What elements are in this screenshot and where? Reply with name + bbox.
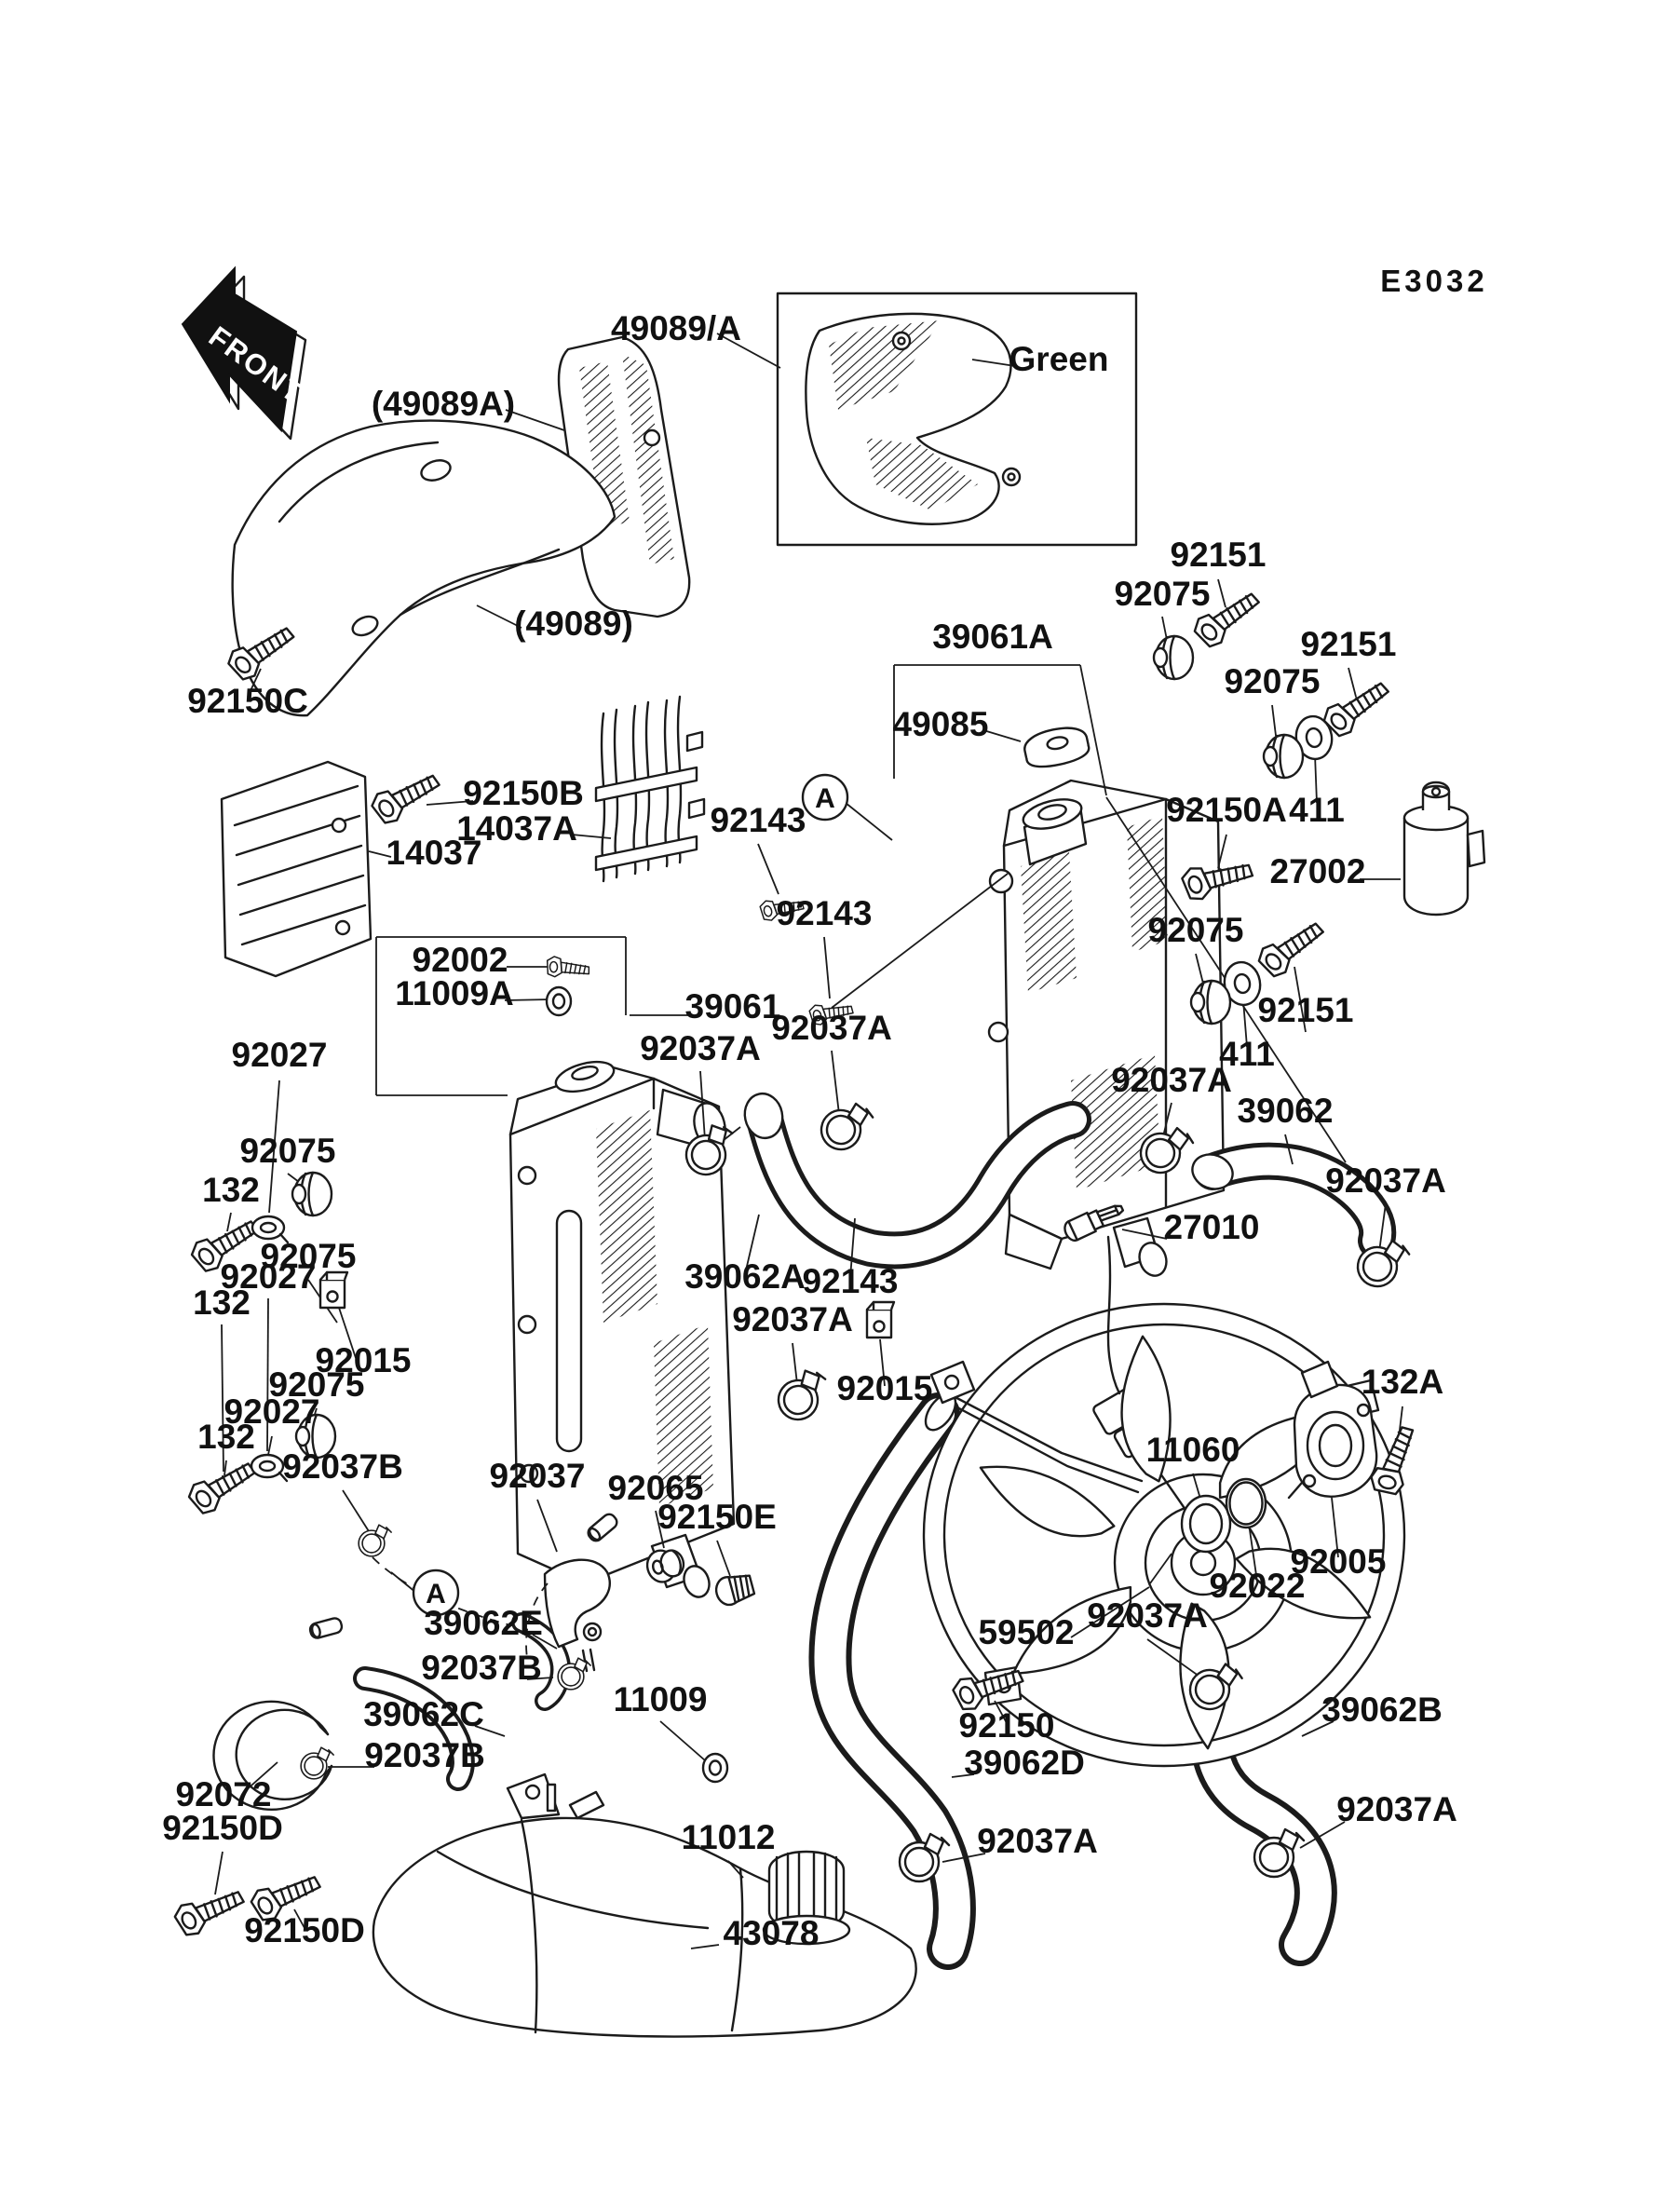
clampsm-icon <box>359 1525 391 1556</box>
grommet-icon <box>1191 981 1230 1024</box>
grommet-icon <box>1264 735 1303 778</box>
louver-14037 <box>222 762 371 976</box>
part-label-92027: 92027 <box>224 1392 320 1431</box>
part-label-92027: 92027 <box>231 1036 328 1074</box>
part-label-92022: 92022 <box>1209 1567 1306 1605</box>
part-label-132: 132 <box>197 1418 255 1456</box>
clip-icon <box>867 1302 894 1338</box>
part-label-39062C: 39062C <box>363 1695 484 1733</box>
part-label-92037A: 92037A <box>977 1822 1098 1860</box>
part-label-92015: 92015 <box>315 1341 412 1379</box>
leader-line <box>717 1541 730 1576</box>
cap49085-icon <box>1022 723 1091 770</box>
part-label-92037A: 92037A <box>1336 1790 1457 1828</box>
bolt-icon <box>368 762 441 827</box>
oring-icon <box>1226 1479 1266 1528</box>
part-label-14037: 14037 <box>386 834 482 872</box>
leader-line <box>660 1721 705 1760</box>
part-label-92037A: 92037A <box>1087 1596 1208 1635</box>
part-label-92037B: 92037B <box>421 1649 542 1687</box>
part-label-92065: 92065 <box>607 1469 704 1507</box>
part-label-11012: 11012 <box>681 1818 776 1856</box>
part-label-92143: 92143 <box>710 801 806 839</box>
leader-line <box>1348 668 1356 697</box>
part-label-92151: 92151 <box>1257 991 1354 1029</box>
part-label-92075: 92075 <box>1147 911 1244 949</box>
part-label-92075: 92075 <box>1114 575 1211 613</box>
radiator-right-39061A <box>989 781 1224 1279</box>
part-label-92037: 92037 <box>489 1457 586 1495</box>
part-label-39062E: 39062E <box>424 1604 543 1642</box>
leader-line <box>1218 579 1226 607</box>
canister-27002 <box>1404 782 1484 915</box>
leader-line <box>391 1572 416 1593</box>
part-label-49089A: 49089/A <box>611 309 741 347</box>
clip-icon <box>320 1272 347 1308</box>
part-label-39062A: 39062A <box>684 1257 806 1296</box>
part-label-92150C: 92150C <box>187 682 308 720</box>
svg-text:A: A <box>426 1579 446 1609</box>
svg-text:A: A <box>815 783 835 814</box>
part-label-92037B: 92037B <box>364 1736 485 1774</box>
reservoir-43078 <box>373 1774 916 2037</box>
part-label-39061A: 39061A <box>932 618 1053 656</box>
diagram-code: E3032 <box>1380 264 1488 298</box>
pin-icon <box>309 1617 344 1639</box>
part-label-92037A: 92037A <box>640 1029 761 1067</box>
clamp-icon <box>775 1368 831 1422</box>
grommet-icon <box>292 1173 332 1215</box>
part-label-92150A: 92150A <box>1166 791 1287 829</box>
ring-icon <box>547 987 571 1015</box>
part-label-11009A: 11009A <box>395 974 514 1012</box>
part-label-92150D: 92150D <box>162 1809 283 1847</box>
part-label-27010: 27010 <box>1163 1208 1260 1246</box>
leader-line <box>793 1343 797 1384</box>
leader-line <box>572 835 611 838</box>
leader-line <box>227 1213 231 1231</box>
clamp-icon <box>819 1099 874 1153</box>
part-label-49085: 49085 <box>892 705 989 743</box>
part-label-92150: 92150 <box>958 1706 1055 1745</box>
part-label-92151: 92151 <box>1300 625 1397 663</box>
part-label-92037A: 92037A <box>1111 1061 1232 1099</box>
part-label-92143: 92143 <box>776 894 873 932</box>
part-label-92075: 92075 <box>1224 662 1321 700</box>
front-label: FRONT <box>202 319 310 411</box>
part-label-92072: 92072 <box>175 1775 272 1813</box>
front-arrow-icon <box>183 268 310 439</box>
part-label-92002: 92002 <box>412 941 508 979</box>
part-label-132: 132 <box>202 1171 260 1209</box>
part-label-132: 132 <box>193 1283 251 1322</box>
part-label-92005: 92005 <box>1290 1542 1387 1581</box>
leader-line <box>824 937 830 998</box>
part-label-411: 411 <box>1289 791 1345 829</box>
side-panel-49089 <box>233 421 615 716</box>
leader-line <box>832 1051 839 1114</box>
leader-line <box>215 1852 223 1894</box>
bigring-icon <box>1182 1496 1230 1552</box>
plugE-icon <box>713 1571 755 1608</box>
part-label-39061: 39061 <box>684 987 781 1025</box>
part-label-92037A: 92037A <box>771 1009 892 1047</box>
leader-line <box>1080 665 1106 795</box>
leader-line <box>224 1460 226 1475</box>
part-label-92150D: 92150D <box>244 1911 365 1949</box>
part-label-411: 411 <box>1219 1035 1275 1073</box>
part-label-11060: 11060 <box>1145 1431 1240 1469</box>
grille-14037A <box>596 697 704 881</box>
part-label-92151: 92151 <box>1170 536 1267 574</box>
part-label-39062: 39062 <box>1237 1092 1334 1130</box>
bolt-icon <box>185 1450 258 1517</box>
part-label-92015: 92015 <box>836 1369 933 1407</box>
part-label-92075: 92075 <box>239 1132 336 1170</box>
part-label-49089: (49089) <box>514 604 633 643</box>
part-label-92075: 92075 <box>268 1365 365 1404</box>
part-label-92037A: 92037A <box>732 1300 853 1338</box>
part-label-39062B: 39062B <box>1321 1691 1443 1729</box>
part-label-49089A: (49089A) <box>371 385 516 423</box>
part-label-Green: Green <box>1009 340 1109 378</box>
part-label-27002: 27002 <box>1269 852 1366 890</box>
leader-line <box>268 1436 272 1455</box>
leader-line <box>846 803 892 840</box>
part-label-92037A: 92037A <box>1325 1161 1446 1200</box>
part-label-92150E: 92150E <box>657 1498 777 1536</box>
part-label-92037B: 92037B <box>282 1447 403 1486</box>
leader-line <box>983 730 1021 741</box>
part-label-39062D: 39062D <box>964 1744 1085 1782</box>
bolt-icon <box>171 1878 246 1939</box>
part-label-11009: 11009 <box>613 1680 708 1718</box>
decal-box-part <box>778 293 1136 545</box>
part-label-92075: 92075 <box>260 1237 357 1275</box>
part-label-92150B: 92150B <box>463 774 584 812</box>
part-label-132A: 132A <box>1361 1363 1444 1401</box>
part-label-92027: 92027 <box>220 1257 317 1296</box>
boltsm-icon <box>548 957 589 977</box>
grommet-icon <box>1154 636 1193 679</box>
part-label-43078: 43078 <box>723 1914 820 1952</box>
part-label-14037A: 14037A <box>456 809 577 848</box>
ring-icon <box>703 1754 727 1782</box>
part-label-59502: 59502 <box>978 1613 1075 1651</box>
bolt-icon <box>1254 911 1326 980</box>
leader-line <box>758 844 779 894</box>
part-label-92143: 92143 <box>802 1262 899 1300</box>
detail-marker-a-icon <box>803 775 847 820</box>
leader-line <box>343 1490 369 1531</box>
